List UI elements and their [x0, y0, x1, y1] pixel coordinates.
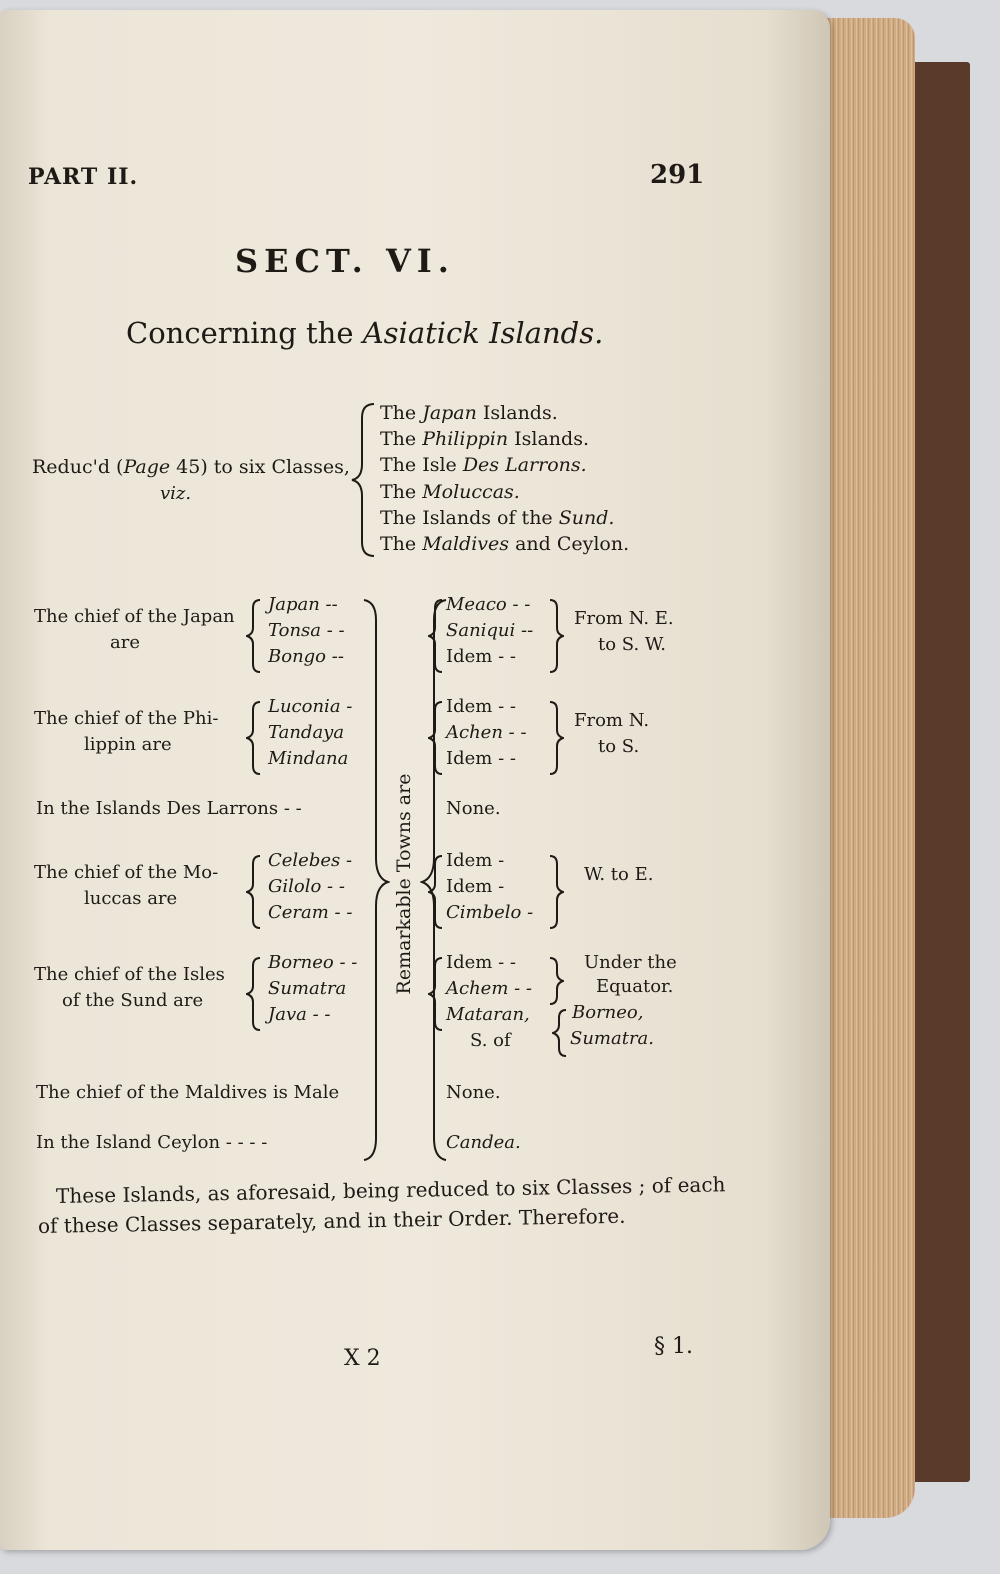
island-name: Bongo --	[268, 646, 344, 667]
class-item-text: The	[380, 402, 423, 424]
town-brace	[428, 598, 444, 674]
class-item	[380, 428, 589, 450]
town-brace	[428, 854, 444, 930]
class-item-text: The	[380, 428, 423, 451]
island-name: Ceram - -	[268, 902, 353, 923]
closing-line-2: of these Classes separately, and in their Order. Therefore.	[37, 1203, 626, 1238]
direction-text-2: Equator.	[596, 976, 674, 997]
section-title: SECT. VI.	[235, 242, 455, 280]
class-item-text: The Islands of the	[380, 506, 559, 529]
class-item	[380, 402, 558, 424]
island-name: Sumatra	[268, 978, 347, 999]
lead-text: Reduc'd (	[32, 456, 124, 478]
direction-text: Under the	[584, 952, 677, 973]
town-name: Idem - -	[446, 646, 516, 667]
island-brace	[246, 700, 262, 776]
direction-brace-2	[552, 1008, 568, 1058]
viz-label: viz.	[160, 483, 192, 504]
town-name: S. of	[470, 1030, 511, 1051]
island-name: Japan --	[268, 594, 338, 615]
direction-brace	[548, 956, 564, 1006]
town-brace	[428, 956, 444, 1032]
island-name: Tonsa - -	[268, 620, 345, 641]
direction-text-3: Borneo,	[572, 1002, 644, 1023]
island-name: Mindana	[268, 748, 349, 769]
direction-brace	[548, 854, 564, 930]
group-description: The chief of the Mo-	[34, 862, 219, 883]
section-subtitle	[126, 316, 603, 350]
class-item-text-end: Islands.	[476, 402, 558, 424]
class-item	[380, 454, 587, 476]
town-name: Achem - -	[446, 978, 533, 999]
running-head-part: PART II.	[28, 164, 139, 190]
town-name: Mataran,	[446, 1004, 530, 1025]
lead-text-end: 45) to six Classes,	[170, 456, 350, 478]
group-description-2: of the Sund are	[62, 990, 204, 1011]
island-name: Java - -	[268, 1004, 331, 1025]
class-item-italic: Philippin	[422, 428, 509, 451]
class-item	[380, 507, 614, 529]
group-description-2: are	[110, 632, 140, 653]
group-description: The chief of the Isles	[34, 964, 225, 985]
town-name: None.	[446, 798, 501, 819]
direction-brace	[548, 700, 564, 776]
class-item-text-end: and Ceylon.	[509, 533, 630, 555]
island-name: Tandaya	[268, 722, 345, 743]
class-item-text: The	[380, 480, 423, 503]
direction-text: From N. E.	[574, 608, 674, 629]
town-brace	[428, 700, 444, 776]
signature-mark: X 2	[344, 1346, 381, 1371]
group-description: The chief of the Maldives is Male	[36, 1082, 340, 1103]
catchword: § 1.	[654, 1334, 693, 1359]
direction-text: From N.	[574, 710, 650, 731]
class-item-italic: Des Larrons.	[462, 454, 587, 477]
page-number: 291	[650, 160, 705, 190]
subtitle-italic: Asiatick Islands.	[362, 316, 604, 350]
class-item	[380, 481, 520, 503]
island-name: Borneo - -	[268, 952, 358, 973]
direction-brace	[548, 598, 564, 674]
town-name: Idem - -	[446, 952, 516, 973]
class-item-italic: Sund.	[558, 506, 615, 529]
direction-text-4: Sumatra.	[570, 1028, 655, 1049]
group-description: In the Islands Des Larrons - -	[36, 798, 302, 819]
class-item-italic: Japan	[422, 402, 477, 424]
group-description: In the Island Ceylon - - - -	[36, 1132, 268, 1153]
class-item	[380, 533, 629, 555]
group-description: The chief of the Phi-	[34, 708, 219, 729]
classes-brace	[350, 402, 378, 558]
class-item-text: The	[380, 533, 423, 555]
class-item-italic: Maldives	[422, 533, 510, 555]
island-brace	[246, 854, 262, 930]
town-name: Idem -	[446, 850, 505, 871]
town-name: Achen - -	[446, 722, 527, 743]
group-description-2: lippin are	[84, 734, 172, 755]
classes-lead	[32, 456, 350, 478]
town-name: Saniqui --	[446, 620, 534, 641]
town-name: None.	[446, 1082, 501, 1103]
island-name: Gilolo - -	[268, 876, 345, 897]
page-edges	[815, 18, 915, 1518]
island-name: Celebes -	[268, 850, 353, 871]
left-big-brace	[360, 598, 390, 1162]
book-page	[0, 10, 830, 1550]
island-brace	[246, 598, 262, 674]
group-description: The chief of the Japan	[34, 606, 235, 627]
town-name: Idem -	[446, 876, 505, 897]
direction-text: W. to E.	[584, 864, 654, 885]
lead-page: Page	[123, 456, 171, 478]
island-brace	[246, 956, 262, 1032]
subtitle-text: Concerning the	[126, 316, 363, 350]
town-name: Candea.	[446, 1132, 521, 1153]
remarkable-towns-label: Remarkable Towns are	[393, 773, 415, 995]
class-item-italic: Moluccas.	[422, 480, 520, 503]
closing-line-1: These Islands, as aforesaid, being reduced to six Classes ; of each	[55, 1172, 726, 1208]
island-name: Luconia -	[268, 696, 353, 717]
group-description-2: luccas are	[84, 888, 178, 909]
direction-text-2: to S. W.	[598, 634, 667, 655]
town-name: Meaco - -	[446, 594, 531, 615]
class-item-text: The Isle	[380, 454, 463, 477]
class-item-text-end: Islands.	[508, 428, 589, 451]
town-name: Idem - -	[446, 696, 516, 717]
town-name: Cimbelo -	[446, 902, 534, 923]
town-name: Idem - -	[446, 748, 516, 769]
direction-text-2: to S.	[598, 736, 640, 757]
